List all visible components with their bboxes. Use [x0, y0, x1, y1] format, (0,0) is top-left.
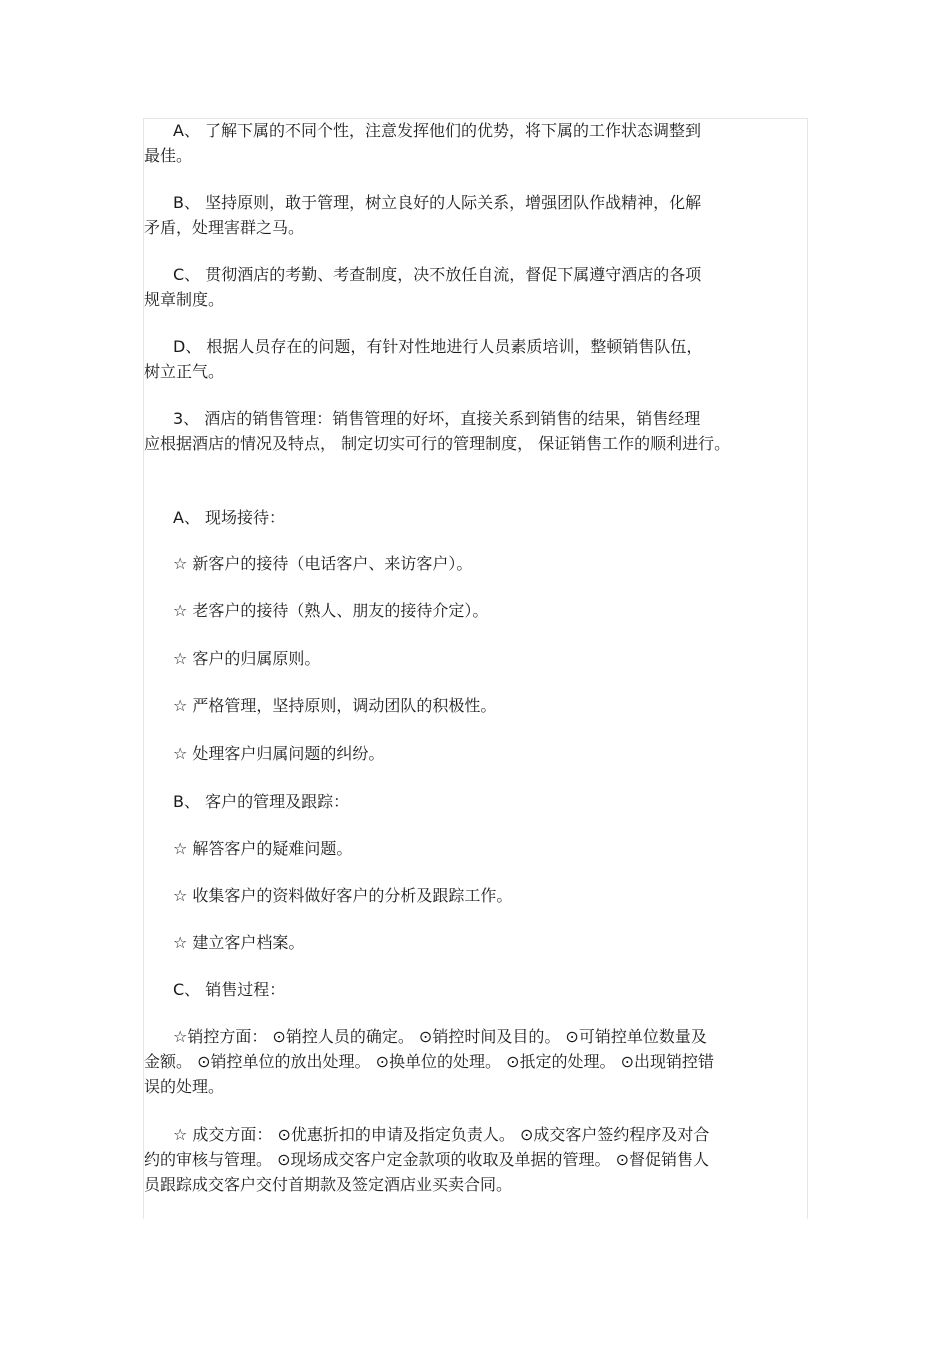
section-c-heading: C、 销售过程： — [173, 980, 286, 999]
list-item: ☆ 收集客户的资料做好客户的分析及跟踪工作。 — [173, 886, 513, 905]
list-item: ☆ 客户的归属原则。 — [173, 649, 321, 668]
paragraph-sales-control — [144, 1024, 804, 1099]
paragraph-c-duty — [144, 262, 804, 312]
list-item: ☆ 老客户的接待（熟人、朋友的接待介定）。 — [173, 601, 489, 620]
paragraph-line: D、 根据人员存在的问题，有针对性地进行人员素质培训，整顿销售队伍， — [173, 337, 703, 356]
paragraph-b-duty — [144, 190, 804, 240]
paragraph-line: B、 坚持原则，敢于管理，树立良好的人际关系，增强团队作战精神，化解 — [173, 193, 702, 212]
paragraph-line: ☆销控方面： ⊙销控人员的确定。 ⊙销控时间及目的。 ⊙可销控单位数量及 — [173, 1027, 707, 1046]
paragraph-a-duty — [144, 118, 804, 168]
paragraph-line: 金额。 ⊙销控单位的放出处理。 ⊙换单位的处理。 ⊙扺定的处理。 ⊙出现销控错 — [144, 1052, 714, 1071]
paragraph-sales-management — [144, 406, 804, 456]
section-a-heading: A、 现场接待： — [173, 508, 286, 527]
paragraph-line: 员跟踪成交客户交付首期款及签定酒店业买卖合同。 — [144, 1175, 513, 1194]
paragraph-line: 树立正气。 — [144, 362, 225, 381]
paragraph-line: 应根据酒店的情况及特点， 制定切实可行的管理制度， 保证销售工作的顺利进行。 — [144, 434, 731, 453]
paragraph-line: ☆ 成交方面： ⊙优惠折扣的申请及指定负责人。 ⊙成交客户签约程序及对合 — [173, 1125, 710, 1144]
paragraph-line: C、 贯彻酒店的考勤、考查制度，决不放任自流，督促下属遵守酒店的各项 — [173, 265, 702, 284]
list-item: ☆ 严格管理，坚持原则，调动团队的积极性。 — [173, 696, 497, 715]
list-item: ☆ 新客户的接待（电话客户、来访客户）。 — [173, 554, 473, 573]
paragraph-line: 最佳。 — [144, 146, 193, 165]
paragraph-line: A、 了解下属的不同个性，注意发挥他们的优势，将下属的工作状态调整到 — [173, 121, 702, 140]
paragraph-deal — [144, 1122, 804, 1197]
paragraph-line: 3、 酒店的销售管理：销售管理的好坏，直接关系到销售的结果，销售经理 — [173, 409, 701, 428]
paragraph-d-duty — [144, 334, 804, 384]
paragraph-line: 约的审核与管理。 ⊙现场成交客户定金款项的收取及单据的管理。 ⊙督促销售人 — [144, 1150, 709, 1169]
list-item: ☆ 建立客户档案。 — [173, 933, 305, 952]
section-b-heading: B、 客户的管理及跟踪： — [173, 792, 350, 811]
list-item: ☆ 解答客户的疑难问题。 — [173, 839, 353, 858]
paragraph-line: 矛盾，处理害群之马。 — [144, 218, 305, 237]
paragraph-line: 误的处理。 — [144, 1077, 225, 1096]
list-item: ☆ 处理客户归属问题的纠纷。 — [173, 744, 385, 763]
paragraph-line: 规章制度。 — [144, 290, 225, 309]
